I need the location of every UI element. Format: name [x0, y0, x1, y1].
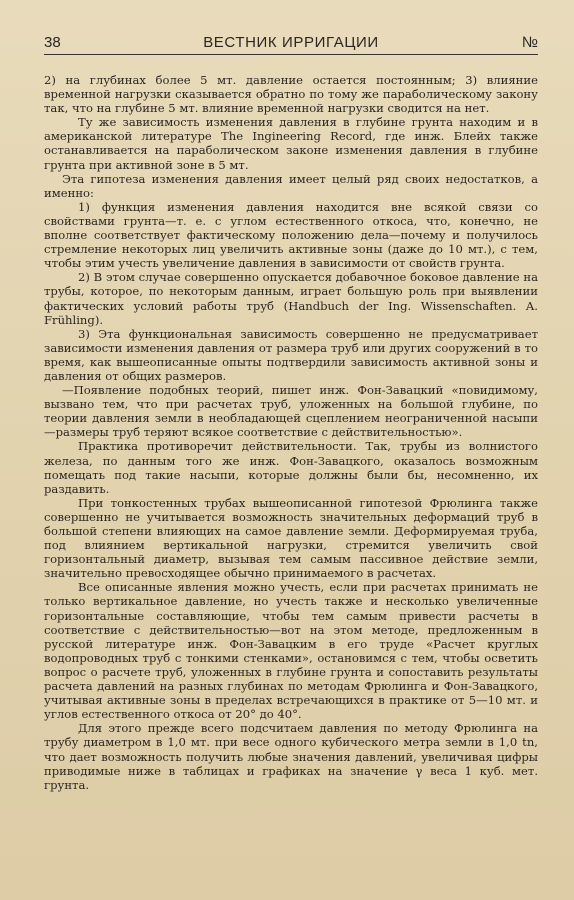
quote-paragraph: —Появление подобных теорий, пишет инж. Фон-Завацкий «повидимому, вызвано тем, что при расчетах труб, уложенных на большой глубине, по теории давления земли в необладающей сцеплением неограниченной насыпи—размеры труб теряют всякое соответствие с действительностью». [44, 383, 538, 440]
paragraph: 2) на глубинах более 5 мт. давление остается постоянным; 3) влияние временной нагрузки сказывается обратно по тому же параболическому закону так, что на глубине 5 мт. влияние временной нагрузки сводится на нет. [44, 73, 538, 116]
paragraph: Практика противоречит действительности. Так, трубы из волнистого железа, по данным того же инж. Фон-Завацкого, оказалось возможным помещать под такие насыпи, которые должны были бы, несомненно, их раздавить. [44, 439, 538, 496]
running-header [44, 34, 538, 55]
list-item: 1) функция изменения давления находится вне всякой связи со свойствами грунта—т. е. с углом естественного откоса, что, конечно, не вполне соответствует фактическому положению дела—почему и получилось стремление некоторых лиц увеличить активные зоны (даже до 10 мт.), с тем, чтобы этим учесть увеличение давления в зависимости от свойств грунта. [44, 199, 538, 271]
journal-title: ВЕСТНИК ИРРИГАЦИИ [203, 34, 379, 51]
page-number: 38 [44, 34, 61, 51]
article-body [44, 73, 538, 792]
paragraph: При тонкостенных трубах вышеописанной гипотезой Фрюлинга также совершенно не учитывается возможность значительных деформаций труб в большой степени влияющих на самое давление земли. Деформируемая труба, под влиянием вертикальной нагрузки, стремится увеличить свой горизонтальный диаметр, вызывая тем самым пассивное действие земли, значительно превосходящее обычно принимаемого в расчетах. [44, 495, 538, 581]
paragraph: Для этого прежде всего подсчитаем давления по методу Фрюлинга на трубу диаметром в 1,0 мт. при весе одного кубического метра земли в 1,0 tn, что дает возможность получить любые значения давлений, увеличивая цифры приводимые ниже в таблицах и графиках на значение γ веса 1 куб. мет. грунта. [44, 721, 538, 792]
paragraph: Все описанные явления можно учесть, если при расчетах принимать не только вертикальное давление, но учесть также и несколько увеличенные горизонтальные составляющие, чтобы тем самым привести расчеты в соответствие с действительностью—вот на этом методе, предложенным в русской литературе инж. Фон-Завацким в его труде «Расчет круглых водопроводных труб с тонкими стенками», остановимся с тем, чтобы осветить вопрос о расчете труб, уложенных в глубине грунта и сопоставить результаты расчета давлений на разных глубинах по методам Фрюлинга и Фон-Завацкого, учитывая активные зоны в пределах встречающихся в практике от 5—10 мт. и углов естественного откоса от 20° до 40°. [44, 580, 538, 722]
list-item: 2) В этом случае совершенно опускается добавочное боковое давление на трубы, которое, по некоторым данным, играет большую роль при выявлении фактических условий работы труб (Handbuch der Ing. Wissenschaften. A. Frühling). [44, 270, 538, 327]
paragraph: Ту же зависимость изменения давления в глубине грунта находим и в американской литературе The Ingineering Record, где инж. Блейх также останавливается на параболическом законе изменения давления в глубине грунта при активной зоне в 5 мт. [44, 115, 538, 172]
issue-number-mark: № [521, 34, 538, 51]
paragraph: Эта гипотеза изменения давления имеет целый ряд своих недостатков, а именно: [44, 171, 538, 200]
list-item: 3) Эта функциональная зависимость совершенно не предусматривает зависимости изменения давления от размера труб или других сооружений в то время, как вышеописанные опыты подтвердили зависимость активной зоны и давления от общих размеров. [44, 326, 538, 383]
